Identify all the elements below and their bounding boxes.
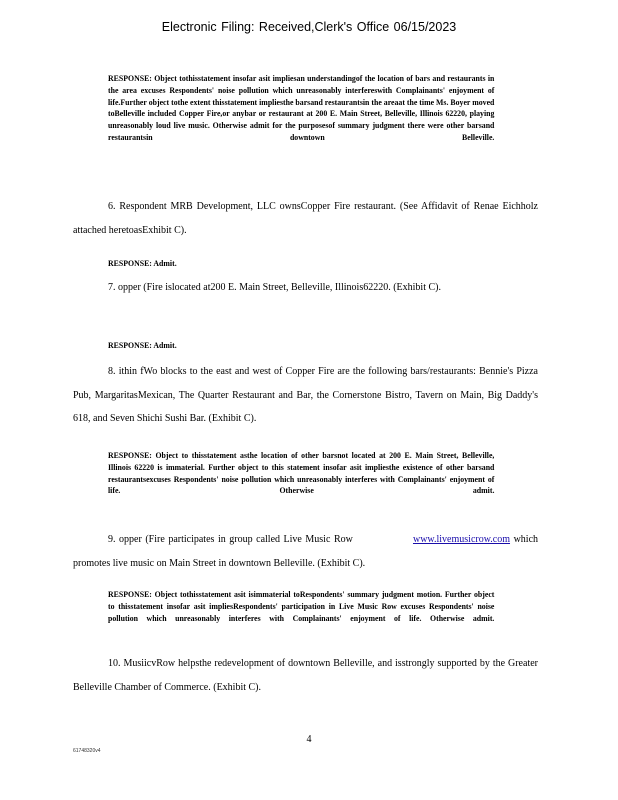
- paragraph-9-tail: which promotes live music on Main Street in downtown Belleville. (Exhibit C).: [73, 534, 539, 569]
- live-music-row-link[interactable]: www.livemusicrow.com: [412, 534, 511, 545]
- paragraph-9-text: [73, 528, 538, 575]
- response-9: RESPONSE: Object tothisstatement asit isimmaterial toRespondents' summary judgment motion. Further object to thisstatement insofar asit impliesRespondents' participation in Live Music Row excuses Respondents' noise pollution which unreasonably interferes with Complainants' enjoyment of life. Otherwise admit.: [108, 589, 495, 623]
- paragraph-7: [73, 276, 538, 300]
- response-7: RESPONSE: Admit.: [108, 340, 177, 350]
- paragraph-10: [73, 652, 538, 699]
- paragraph-8: [73, 360, 538, 431]
- response-6: RESPONSE: Admit.: [108, 258, 177, 268]
- paragraph-8-text: 8. ithin fWo blocks to the east and west of Copper Fire are the following bars/restaurants: Bennie's Pizza Pub, MargaritasMexican, The Quarter Restaurant and Bar, the Cornerstone Bistro, Tavern on Main, Big Daddy's 618, and Seven Shichi Sushi Bar. (Exhibit C).: [73, 366, 538, 424]
- efiling-header: Electronic Filing: Received,Clerk's Office 06/15/2023: [161, 20, 457, 34]
- paragraph-6: [73, 195, 538, 242]
- paragraph-10-text: 10. MusiicvRow helpsthe redevelopment of downtown Belleville, and isstrongly supported by the Greater Belleville Chamber of Commerce. (Exhibit C).: [73, 658, 538, 693]
- paragraph-9-lead: 9. opper (Fire participates in group called Live Music Row: [108, 534, 353, 545]
- paragraph-7-text: 7. opper (Fire islocated at200 E. Main Street, Belleville, Illinois62220. (Exhibit C).: [108, 282, 441, 293]
- page-number: 4: [306, 734, 312, 745]
- paragraph-9: [73, 528, 538, 575]
- paragraph-6-text: 6. Respondent MRB Development, LLC ownsCopper Fire restaurant. (See Affidavit of Renae Eichholz attached heretoasExhibit C).: [73, 201, 538, 236]
- response-8: RESPONSE: Object to thisstatement asthe location of other barsnot located at 200 E. Main Street, Belleville, Illinois 62220 is immaterial. Further object to this statement insofar asit impliesthe existence of other barsand restaurantsexcuses Respondents' noise pollution which unreasonably interferes with Complainants' enjoyment of life. Otherwise admit.: [108, 450, 495, 496]
- document-id: 61748320v4: [73, 748, 101, 754]
- response-5: RESPONSE: Object tothisstatement insofar asit impliesan understandingof the location of bars and restaurants in the area excuses Respondents' noise pollution which unreasonably interfereswith Complainants' enjoyment of life.Further object tothe extent thisstatement impliesthe barsand restaurantsin the areaat the time Ms. Boyer moved toBelleville included Copper Fire,or anybar or restaurant at 200 E. Main Street, Belleville, Illinois 62220, playing unreasonably loud live music. Otherwise admit for the purposesof summary judgment there were other barsand restaurantsin downtown Belleville.: [108, 73, 495, 142]
